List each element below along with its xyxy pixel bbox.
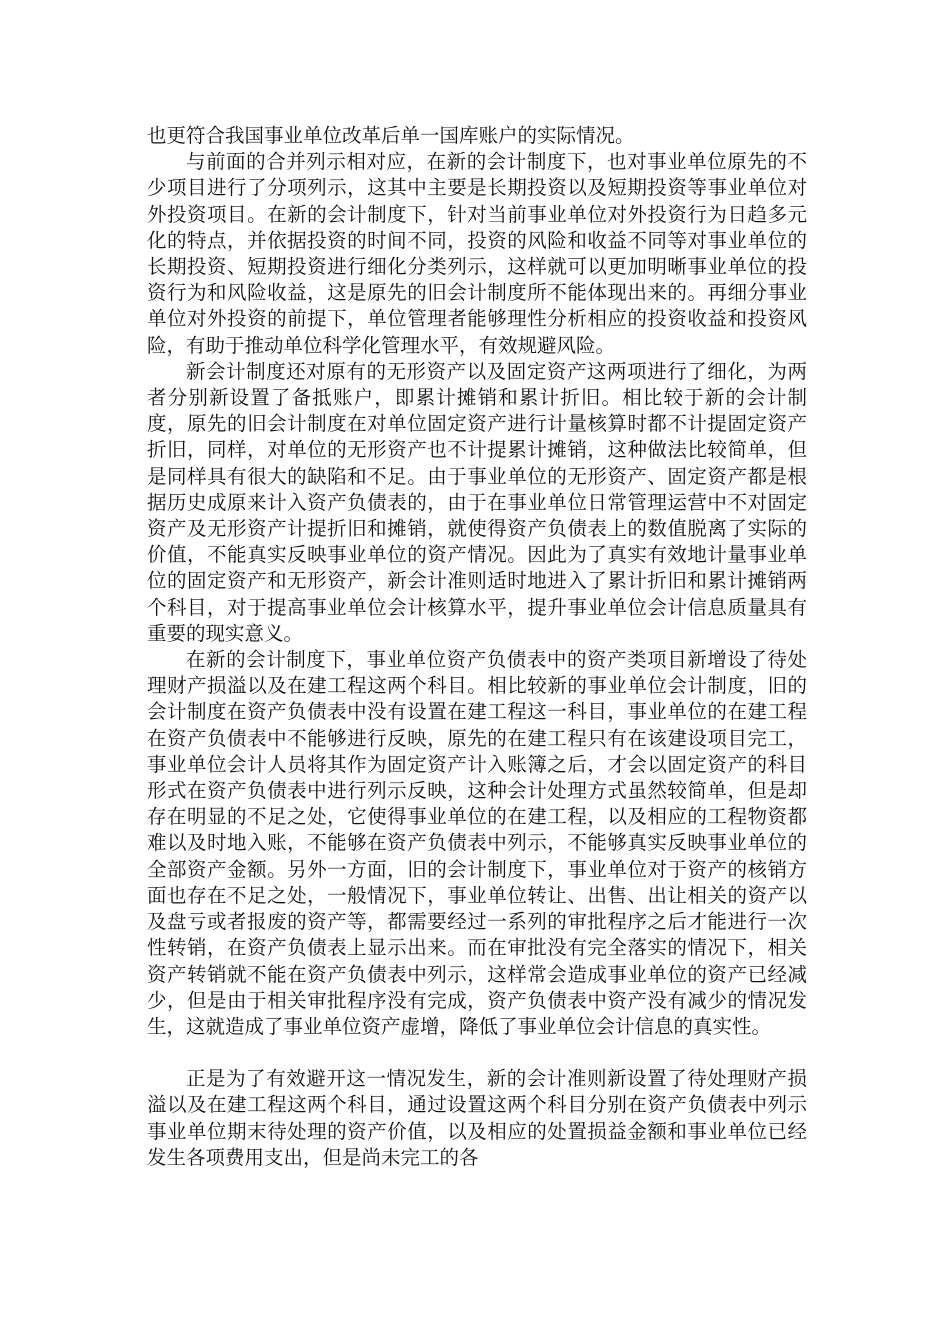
paragraph-construction-in-progress: 在新的会计制度下，事业单位资产负债表中的资产类项目新增设了待处理财产损溢以及在建工程这两个科目。相比较新的事业单位会计制度，旧的会计制度在资产负债表中没有设置在建工程这一科目，事业单位的在建工程在资产负债表中不能够进行反映，原先的在建工程只有在该建设项目完工，事业单位会计人员将其作为固定资产计入账簿之后，才会以固定资产的科目形式在资产负债表中进行列示反映，这种会计处理方式虽然较简单，但是却存在明显的不足之处，它使得事业单位的在建工程，以及相应的工程物资都难以及时地入账，不能够在资产负债表中列示，不能够真实反映事业单位的全部资产金额。另外一方面，旧的会计制度下，事业单位对于资产的核销方面也存在不足之处，一般情况下，事业单位转让、出售、出让相关的资产以及盘亏或者报废的资产等，都需要经过一系列的审批程序之后才能进行一次性转销，在资产负债表上显示出来。而在审批没有完全落实的情况下，相关资产转销就不能在资产负债表中列示，这样常会造成事业单位的资产已经减少，但是由于相关审批程序没有完成，资产负债表中资产没有减少的情况发生，这就造成了事业单位资产虚增，降低了事业单位会计信息的真实性。 — [147, 648, 807, 1038]
paragraph-investment-classification: 与前面的合并列示相对应，在新的会计制度下，也对事业单位原先的不少项目进行了分项列示，这其中主要是长期投资以及短期投资等事业单位对外投资项目。在新的会计制度下，针对当前事业单位对外投资行为日趋多元化的特点，并依据投资的时间不同，投资的风险和收益不同等对事业单位的长期投资、短期投资进行细化分类列示，这样就可以更加明晰事业单位的投资行为和风险收益，这是原先的旧会计制度所不能体现出来的。再细分事业单位对外投资的前提下，单位管理者能够理性分析相应的投资收益和投资风险，有助于推动单位科学化管理水平，有效规避风险。 — [147, 150, 807, 357]
document-body — [147, 123, 807, 1171]
paragraph-continuation: 也更符合我国事业单位改革后单一国库账户的实际情况。 — [147, 124, 635, 147]
paragraph-new-accounts: 正是为了有效避开这一情况发生，新的会计准则新设置了待处理财产损溢以及在建工程这两个科目，通过设置这两个科目分别在资产负债表中列示事业单位期末待处理的资产价值，以及相应的处置损益金额和事业单位已经发生各项费用支出，但是尚未完工的各 — [147, 1067, 807, 1169]
paragraph-depreciation-amortization: 新会计制度还对原有的无形资产以及固定资产这两项进行了细化，为两者分别新设置了备抵账户，即累计摊销和累计折旧。相比较于新的会计制度，原先的旧会计制度在对单位固定资产进行计量核算时都不计提固定资产折旧，同样，对单位的无形资产也不计提累计摊销，这种做法比较简单，但是同样具有很大的缺陷和不足。由于事业单位的无形资产、固定资产都是根据历史成原来计入资产负债表的，由于在事业单位日常管理运营中不对固定资产及无形资产计提折旧和摊销，就使得资产负债表上的数值脱离了实际的价值，不能真实反映事业单位的资产情况。因此为了真实有效地计量事业单位的固定资产和无形资产，新会计准则适时地进入了累计折旧和累计摊销两个科目，对于提高事业单位会计核算水平，提升事业单位会计信息质量具有重要的现实意义。 — [147, 359, 807, 645]
